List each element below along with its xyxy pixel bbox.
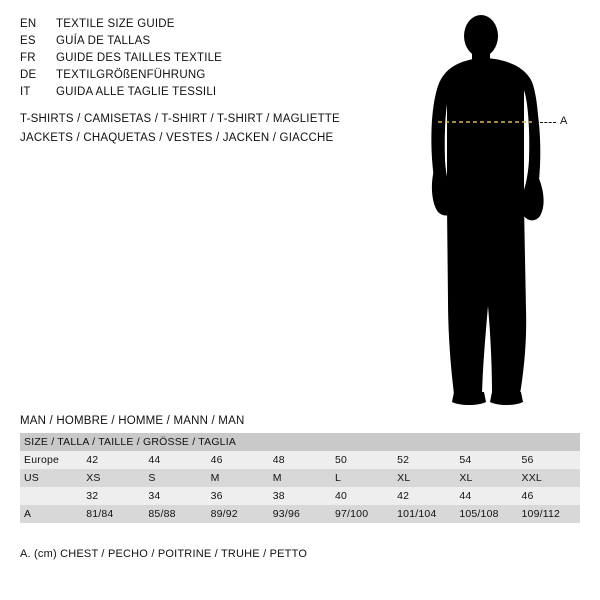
- measure-leader-line: [540, 122, 556, 123]
- table-header-label: SIZE / TALLA / TAILLE / GRÖSSE / TAGLIA: [20, 433, 580, 451]
- cell: XL: [455, 469, 517, 487]
- cell: 97/100: [331, 505, 393, 523]
- cell: 44: [455, 487, 517, 505]
- cell: M: [269, 469, 331, 487]
- cell: 50: [331, 451, 393, 469]
- cell: 48: [269, 451, 331, 469]
- male-silhouette-figure: [400, 10, 600, 410]
- cell: 54: [455, 451, 517, 469]
- cell: 46: [518, 487, 581, 505]
- cell: 85/88: [144, 505, 206, 523]
- row-label: US: [20, 469, 82, 487]
- table-row: [20, 505, 580, 523]
- cell: XS: [82, 469, 144, 487]
- language-code: FR: [20, 52, 36, 64]
- language-text: GUÍA DE TALLAS: [56, 35, 151, 47]
- category-line-jackets: JACKETS / CHAQUETAS / VESTES / JACKEN / GIACCHE: [20, 132, 334, 144]
- cell: 56: [518, 451, 581, 469]
- footnote: A. (cm) CHEST / PECHO / POITRINE / TRUHE / PETTO: [20, 548, 308, 560]
- category-line-tshirts: T-SHIRTS / CAMISETAS / T-SHIRT / T-SHIRT / MAGLIETTE: [20, 113, 340, 125]
- cell: 93/96: [269, 505, 331, 523]
- table-row: [20, 487, 580, 505]
- cell: 46: [207, 451, 269, 469]
- language-code: ES: [20, 35, 36, 47]
- language-code: EN: [20, 18, 37, 30]
- cell: 44: [144, 451, 206, 469]
- cell: M: [207, 469, 269, 487]
- cell: XL: [393, 469, 455, 487]
- cell: 42: [393, 487, 455, 505]
- cell: L: [331, 469, 393, 487]
- language-text: GUIDE DES TAILLES TEXTILE: [56, 52, 223, 64]
- language-text: TEXTILGRÖßENFÜHRUNG: [56, 69, 206, 81]
- language-header-block: [20, 16, 380, 101]
- language-code: IT: [20, 86, 31, 98]
- size-table-area: [20, 415, 580, 523]
- cell: 52: [393, 451, 455, 469]
- cell: 32: [82, 487, 144, 505]
- cell: S: [144, 469, 206, 487]
- row-label: Europe: [20, 451, 82, 469]
- silhouette-icon: [400, 10, 600, 410]
- cell: XXL: [518, 469, 581, 487]
- language-code: DE: [20, 69, 37, 81]
- table-row: [20, 469, 580, 487]
- cell: 105/108: [455, 505, 517, 523]
- measure-label-a: A: [560, 115, 568, 127]
- cell: 42: [82, 451, 144, 469]
- language-text: TEXTILE SIZE GUIDE: [56, 18, 175, 30]
- language-row: [20, 33, 380, 50]
- cell: 81/84: [82, 505, 144, 523]
- row-label: A: [20, 505, 82, 523]
- row-label: [20, 487, 82, 505]
- language-row: [20, 84, 380, 101]
- language-row: [20, 50, 380, 67]
- table-row: [20, 451, 580, 469]
- table-header-row: [20, 433, 580, 451]
- cell: 34: [144, 487, 206, 505]
- cell: 109/112: [518, 505, 581, 523]
- cell: 89/92: [207, 505, 269, 523]
- cell: 36: [207, 487, 269, 505]
- language-row: [20, 67, 380, 84]
- language-row: [20, 16, 380, 33]
- cell: 38: [269, 487, 331, 505]
- size-table: [20, 433, 580, 523]
- cell: 40: [331, 487, 393, 505]
- category-block: [20, 110, 420, 148]
- cell: 101/104: [393, 505, 455, 523]
- table-title: MAN / HOMBRE / HOMME / MANN / MAN: [20, 415, 245, 427]
- language-text: GUIDA ALLE TAGLIE TESSILI: [56, 86, 217, 98]
